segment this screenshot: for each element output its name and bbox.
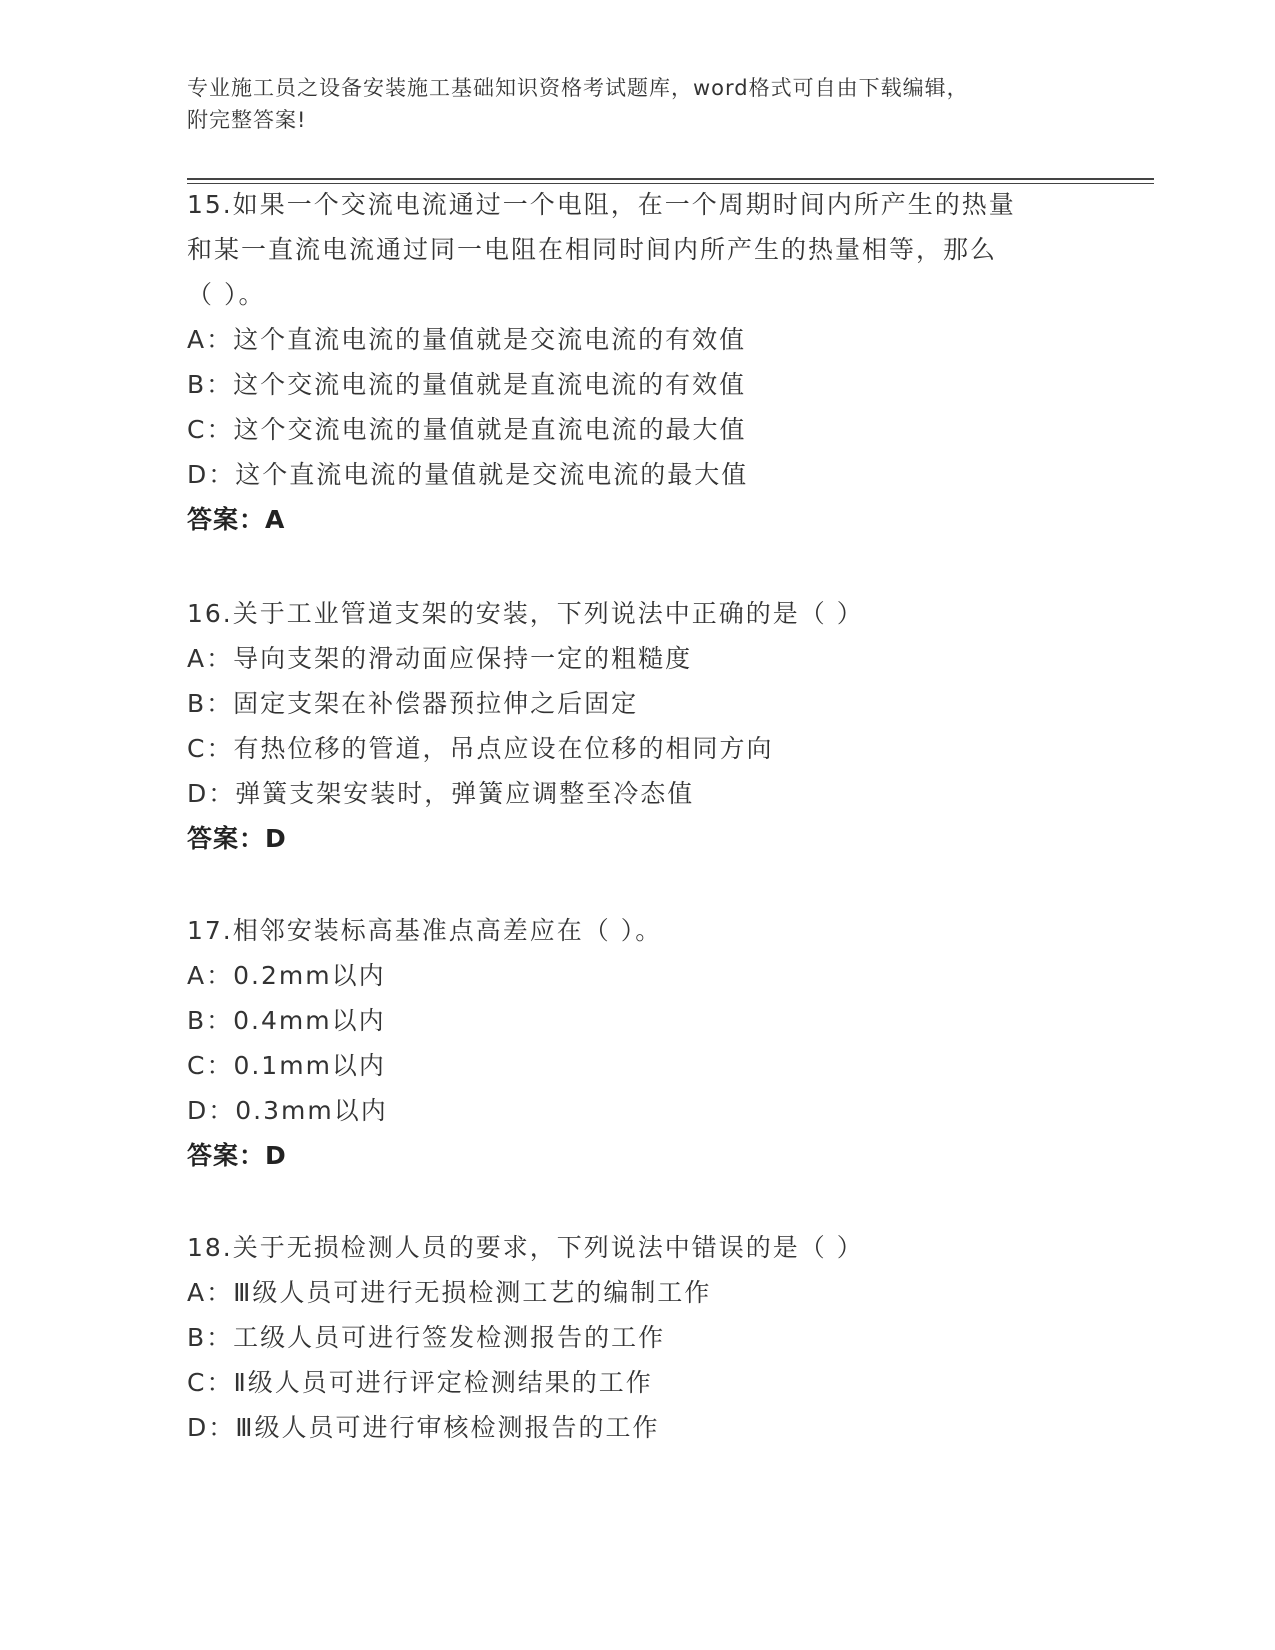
question-stem: （ ）。 bbox=[187, 280, 266, 309]
question-stem: 和某一直流电流通过同一电阻在相同时间内所产生的热量相等，那么 bbox=[187, 235, 998, 264]
option-b: B：固定支架在补偿器预拉伸之后固定 bbox=[187, 689, 639, 718]
option-c: C：0.1mm以内 bbox=[187, 1051, 386, 1080]
question-stem: 17.相邻安装标高基准点高差应在（ ）。 bbox=[187, 916, 663, 945]
option-d: D：Ⅲ级人员可进行审核检测报告的工作 bbox=[187, 1413, 660, 1442]
option-b: B：工级人员可进行签发检测报告的工作 bbox=[187, 1323, 666, 1352]
option-c: C：这个交流电流的量值就是直流电流的最大值 bbox=[187, 415, 747, 444]
option-b: B：0.4mm以内 bbox=[187, 1006, 386, 1035]
option-d: D：0.3mm以内 bbox=[187, 1096, 388, 1125]
question-stem: 15.如果一个交流电流通过一个电阻，在一个周期时间内所产生的热量 bbox=[187, 190, 1016, 219]
question-17 bbox=[187, 908, 1087, 1179]
question-18 bbox=[187, 1225, 1087, 1450]
question-16 bbox=[187, 591, 1087, 862]
question-15 bbox=[187, 182, 1087, 543]
option-b: B：这个交流电流的量值就是直流电流的有效值 bbox=[187, 370, 747, 399]
header-divider bbox=[187, 178, 1154, 180]
option-d: D：弹簧支架安装时，弹簧应调整至冷态值 bbox=[187, 779, 695, 808]
option-c: C：Ⅱ级人员可进行评定检测结果的工作 bbox=[187, 1368, 653, 1397]
question-stem: 18.关于无损检测人员的要求，下列说法中错误的是（ ） bbox=[187, 1233, 864, 1262]
option-a: A：0.2mm以内 bbox=[187, 961, 386, 990]
option-c: C：有热位移的管道，吊点应设在位移的相同方向 bbox=[187, 734, 774, 763]
option-a: A：Ⅲ级人员可进行无损检测工艺的编制工作 bbox=[187, 1278, 712, 1307]
answer: 答案：A bbox=[187, 505, 286, 534]
header-line-2: 附完整答案! bbox=[187, 108, 307, 132]
header-line-1: 专业施工员之设备安装施工基础知识资格考试题库，word格式可自由下载编辑， bbox=[187, 76, 969, 100]
option-d: D：这个直流电流的量值就是交流电流的最大值 bbox=[187, 460, 749, 489]
document-header bbox=[187, 72, 1087, 136]
answer: 答案：D bbox=[187, 824, 287, 853]
option-a: A：导向支架的滑动面应保持一定的粗糙度 bbox=[187, 644, 693, 673]
answer: 答案：D bbox=[187, 1141, 287, 1170]
question-stem: 16.关于工业管道支架的安装，下列说法中正确的是（ ） bbox=[187, 599, 864, 628]
option-a: A：这个直流电流的量值就是交流电流的有效值 bbox=[187, 325, 747, 354]
